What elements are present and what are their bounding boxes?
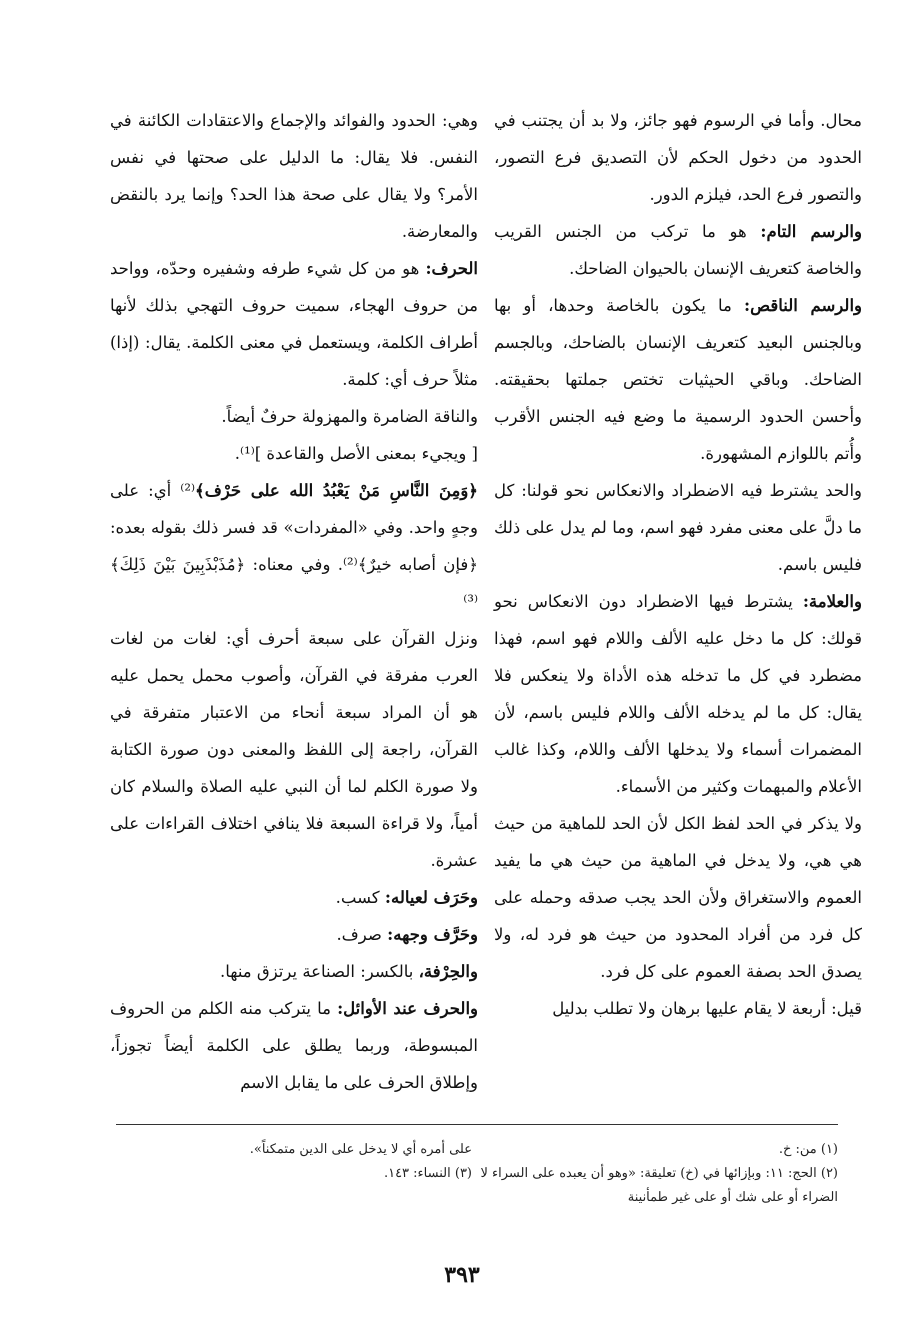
footnote: على أمره أي لا يدخل على الدين متمكناً». (249, 1142, 472, 1157)
paragraph: وحَرَّف وجهه: صرف. (336, 925, 478, 944)
paragraph: ﴿وَمِنَ النَّاسِ مَنْ يَعْبُدُ الله على حَرْف﴾⁽²⁾ أي: على وجهٍ واحد. وفي «المفردات» قد فسر ذلك بقوله بعده: ﴿فإن أصابه خيرٌ﴾⁽²⁾. وفي معناه: ﴿مُذَبْذَبِينَ بَيْنَ ذَلِكَ﴾ ⁽³⁾ (110, 481, 478, 611)
paragraph: والعلامة: يشترط فيها الاضطراد دون الانعكاس نحو قولك: كل ما دخل عليه الألف واللام فهو اسم، فهذا مضطرد في كل ما تدخله هذه الأداة ولا ينعكس فلا يقال: كل ما لم يدخله الألف واللام فليس باسم، لأن المضمرات أسماء ولا يدخلها الألف واللام، وكذا غالب الأعلام والمبهمات وكثير من الأسماء. (494, 592, 862, 796)
paragraph: والرسم التام: هو ما تركب من الجنس القريب والخاصة كتعريف الإنسان بالحيوان الضاحك. (494, 222, 862, 278)
right-text-column (494, 102, 862, 1027)
left-text-column (110, 102, 478, 1101)
footnote: (٣) النساء: ١٤٣. (383, 1166, 472, 1181)
term-heading: والرسم التام: (760, 222, 862, 241)
footnote: (١) من: خ. (778, 1142, 838, 1157)
term-heading: الحرف: (425, 259, 478, 278)
footnotes-left (110, 1138, 472, 1186)
paragraph: والحِرْفة، بالكسر: الصناعة يرتزق منها. (219, 962, 478, 981)
term-heading: والعلامة: (802, 592, 862, 611)
term-heading: والحِرْفة، (418, 962, 478, 981)
paragraph: والرسم الناقص: ما يكون بالخاصة وحدها، أو بها وبالجنس البعيد كتعريف الإنسان بالضاحك، وبالجسم الضاحك. وباقي الحيثيات تختص جملتها بحقيقته. وأحسن الحدود الرسمية ما وضع فيه الجنس الأقرب وأُتم باللوازم المشهورة. (494, 296, 862, 463)
paragraph: [ ويجيء بمعنى الأصل والقاعدة ]⁽¹⁾. (234, 444, 478, 463)
paragraph: والناقة الضامرة والمهزولة حرفٌ أيضاً. (221, 407, 478, 426)
paragraph: الحرف: هو من كل شيء طرفه وشفيره وحدّه، وواحد من حروف الهجاء، سميت حروف التهجي بذلك لأنها أطراف الكلمة، ويستعمل في معنى الكلمة. يقال: (إذا) مثلاً حرف أي: كلمة. (110, 259, 478, 389)
term-heading: وحَرَف لعياله: (384, 888, 478, 907)
paragraph: وهي: الحدود والفوائد والإجماع والاعتقادات الكائنة في النفس. فلا يقال: ما الدليل على صحتها في نفس الأمر؟ ولا يقال على صحة هذا الحد؟ وإنما يرد بالنقض والمعارضة. (110, 111, 478, 241)
paragraph: والحد يشترط فيه الاضطراد والانعكاس نحو قولنا: كل ما دلَّ على معنى مفرد فهو اسم، وما لم يدل على ذلك فليس باسم. (494, 481, 862, 574)
term-heading: وحَرَّف وجهه: (387, 925, 478, 944)
quran-verse: ﴿وَمِنَ النَّاسِ مَنْ يَعْبُدُ الله على حَرْف﴾ (195, 481, 478, 500)
term-heading: والرسم الناقص: (744, 296, 862, 315)
page-number: ٣٩٣ (444, 1262, 480, 1288)
paragraph: ونزل القرآن على سبعة أحرف أي: لغات من لغات العرب مفرقة في القرآن، وأصوب محمل يحمل عليه هو أن المراد سبعة أنحاء من الاعتبار متفرقة في القرآن، راجعة إلى اللفظ والمعنى دون صورة الكتابة ولا صورة الكلم لما أن النبي عليه الصلاة والسلام كان أمياً، ولا قراءة السبعة فلا ينافي اختلاف القراءات على عشرة. (110, 629, 478, 870)
paragraph: محال. وأما في الرسوم فهو جائز، ولا بد أن يجتنب في الحدود من دخول الحكم لأن التصديق فرع التصور، والتصور فرع الحد، فيلزم الدور. (494, 111, 862, 204)
paragraph: ولا يذكر في الحد لفظ الكل لأن الحد للماهية من حيث هي هي، ولا يدخل في الماهية من حيث هي ما يفيد العموم والاستغراق ولأن الحد يجب صدقه وحمله على كل فرد من أفراد المحدود من حيث هو فرد له، ولا يصدق الحد بصفة العموم على كل فرد. (494, 814, 862, 981)
paragraph: وحَرَف لعياله: كسب. (335, 888, 478, 907)
footnotes-right (480, 1138, 838, 1210)
term-heading: والحرف عند الأوائل: (337, 999, 478, 1018)
paragraph: والحرف عند الأوائل: ما يتركب منه الكلم من الحروف المبسوطة، وربما يطلق على الكلمة أيضاً تجوزاً، وإطلاق الحرف على ما يقابل الاسم (110, 999, 478, 1092)
footnote-divider (116, 1124, 838, 1125)
footnote: (٢) الحج: ١١: وبإزائها في (خ) تعليقة: «وهو أن يعبده على السراء لا الضراء أو على شك أو على غير طمأنينة (480, 1166, 838, 1205)
paragraph: قيل: أربعة لا يقام عليها برهان ولا تطلب بدليل (552, 999, 862, 1018)
